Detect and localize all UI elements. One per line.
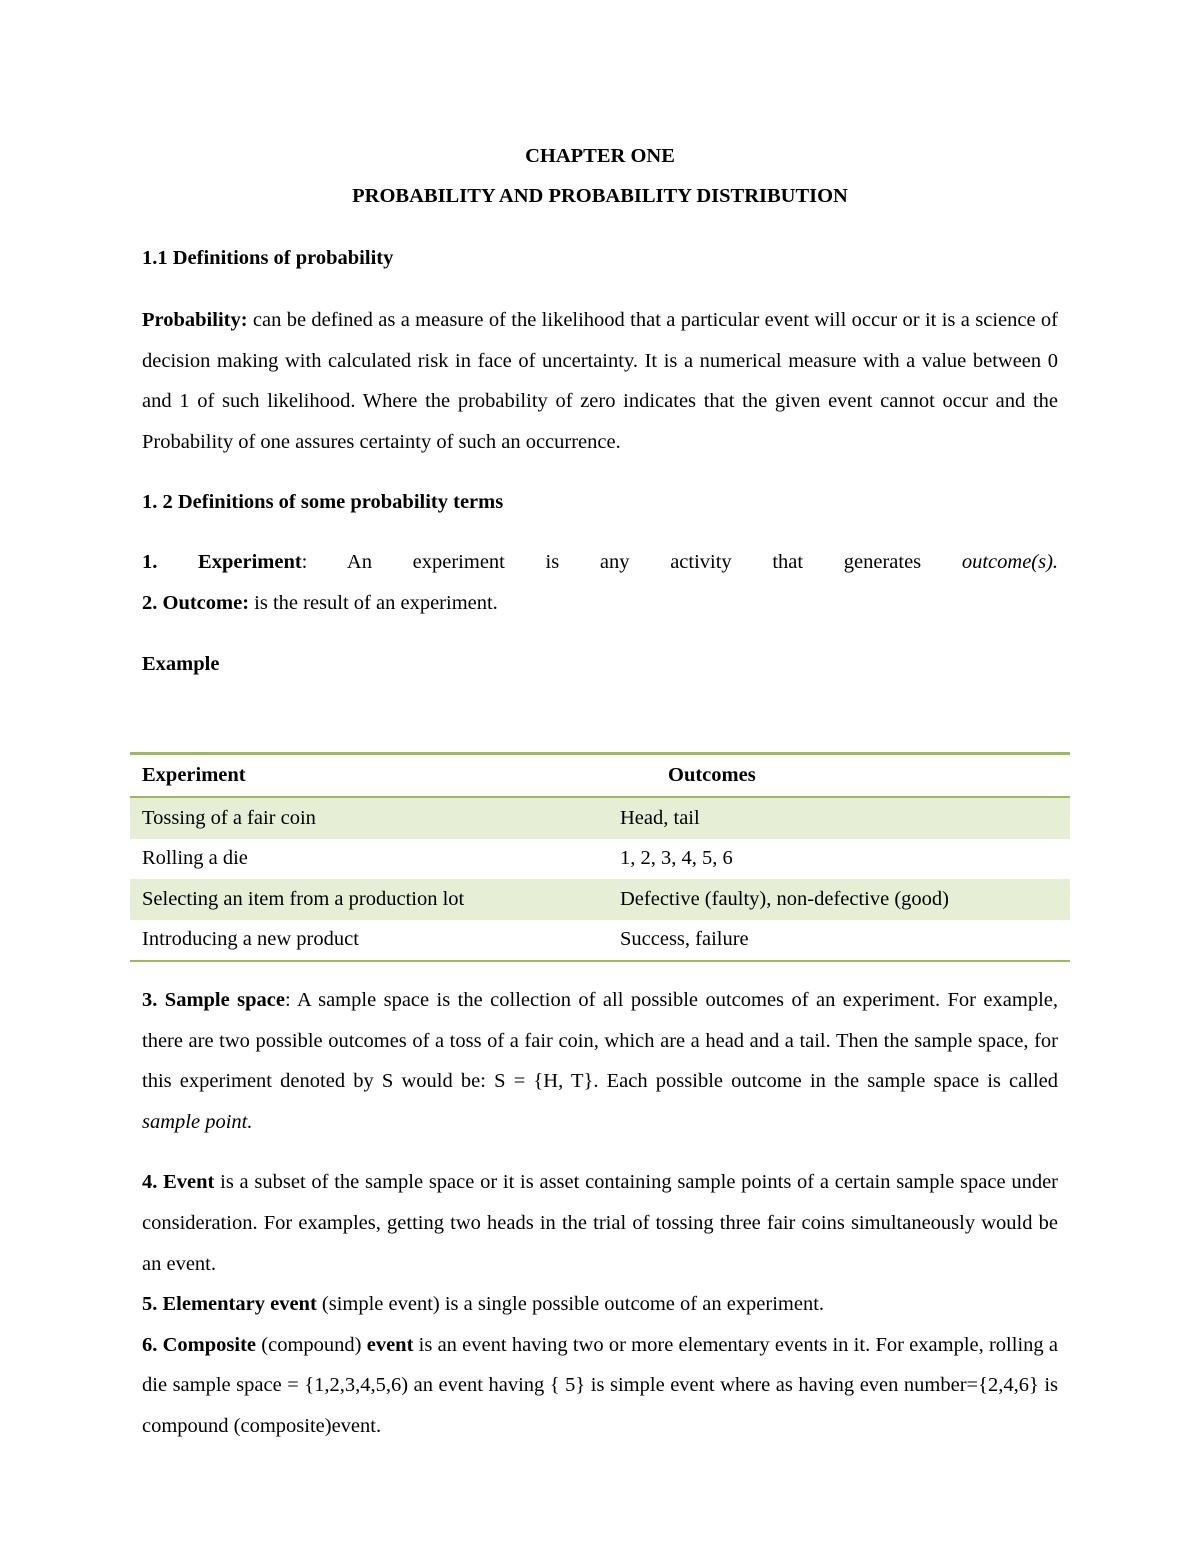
table-row	[130, 920, 1070, 961]
term-elementary-event: 5. Elementary event	[142, 1293, 317, 1316]
outcome-definition	[142, 583, 1058, 624]
event-definition	[142, 1162, 1058, 1284]
cell-outcomes: Success, failure	[620, 928, 749, 951]
document-body-continued	[142, 980, 1058, 1447]
cell-outcomes: Defective (faulty), non-defective (good)	[620, 887, 949, 910]
header-experiment: Experiment	[142, 764, 246, 786]
sample-point-italic: sample point.	[142, 1110, 253, 1133]
elementary-event-text: (simple event) is a single possible outcome of an experiment.	[316, 1293, 825, 1316]
term-composite: 6. Composite	[142, 1333, 257, 1356]
word: any	[599, 551, 630, 574]
term-probability: Probability:	[142, 309, 248, 331]
table-bottom-rule	[130, 960, 1070, 962]
table-row	[130, 879, 1070, 920]
word: that	[772, 551, 804, 574]
section-heading-1-1: 1.1 Definitions of probability	[142, 247, 394, 269]
elementary-event-definition	[142, 1284, 1058, 1325]
cell-experiment: Rolling a die	[142, 847, 248, 870]
experiment-term-group	[198, 551, 307, 573]
document-body	[142, 138, 1058, 684]
sample-space-definition	[142, 980, 1058, 1142]
example-label: Example	[142, 652, 220, 675]
term-event: 4. Event	[142, 1171, 215, 1194]
table-header-row	[130, 755, 1070, 798]
composite-event-definition	[142, 1325, 1058, 1447]
table-row	[130, 798, 1070, 839]
term-outcome: 2. Outcome:	[142, 591, 250, 614]
event-definition-text: is a subset of the sample space or it is asset containing sample points of a certain sample space under consideration. For examples, getting two heads in the trial of tossing three fair coins simultaneously would be an event.	[142, 1171, 1058, 1275]
chapter-title: PROBABILITY AND PROBABILITY DISTRIBUTION	[352, 185, 848, 207]
word: activity	[670, 551, 732, 574]
probability-definition-text: can be defined as a measure of the likelihood that a particular event will occur or it is a science of decision making with calculated risk in face of uncertainty. It is a numerical measure with a value between 0 and 1 of such likelihood. Where the probability of zero indicates that the given event cannot occur and the Probability of one assures certainty of such an occurrence.	[142, 309, 1058, 453]
chapter-label: CHAPTER ONE	[525, 145, 675, 167]
word: generates	[843, 551, 922, 574]
cell-experiment: Tossing of a fair coin	[142, 806, 316, 829]
term-event-bold: event	[366, 1333, 414, 1356]
outcomes-italic: outcome(s).	[961, 551, 1059, 574]
term-experiment: Experiment	[198, 551, 302, 574]
experiment-colon: :	[301, 551, 308, 574]
cell-outcomes: 1, 2, 3, 4, 5, 6	[620, 847, 733, 870]
term-sample-space: 3. Sample space	[142, 989, 285, 1011]
outcome-definition-text: is the result of an experiment.	[249, 591, 498, 614]
word: is	[545, 551, 560, 574]
word: experiment	[412, 551, 505, 574]
sample-space-text: : A sample space is the collection of all possible outcomes of an experiment. For example, there are two possible outcomes of a toss of a fair coin, which are a head and a tail. Then the sample space, for this experiment denoted by S would be: S = {H, T}. Each possible outcome in the sample space is called	[142, 989, 1058, 1093]
cell-outcomes: Head, tail	[620, 806, 700, 829]
experiment-definition	[142, 542, 1058, 583]
composite-event-text: is an event having two or more elementary events in it. For example, rolling a die sample space = {1,2,3,4,5,6) an event having { 5} is simple event where as having even number={2,4,6} is compound (composite)event.	[142, 1333, 1058, 1437]
composite-middle-text: (compound)	[256, 1333, 367, 1356]
cell-experiment: Selecting an item from a production lot	[142, 887, 465, 910]
item-number-1: 1.	[142, 551, 158, 574]
cell-experiment: Introducing a new product	[142, 928, 359, 951]
word: An	[346, 551, 372, 574]
table-row	[130, 839, 1070, 880]
probability-definition	[142, 300, 1058, 462]
experiment-outcomes-table	[130, 752, 1070, 962]
header-outcomes: Outcomes	[668, 764, 756, 786]
section-heading-1-2: 1. 2 Definitions of some probability terms	[142, 491, 504, 514]
